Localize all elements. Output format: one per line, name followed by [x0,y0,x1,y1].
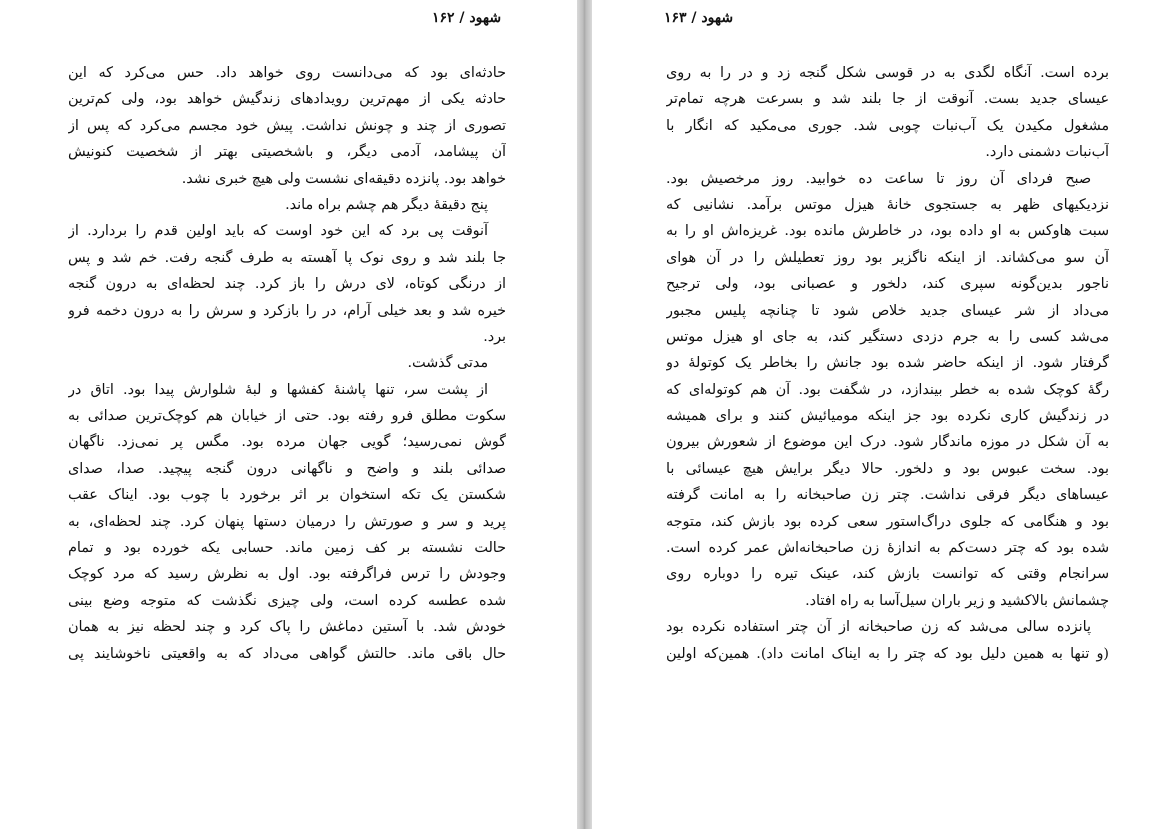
text-line: حال باقی ماند. حالتش گواهی می‌داد که به واقعیتی ناخوشایند پی [68,645,506,662]
page-body [666,60,1109,667]
page-header: شهود / ۱۶۳ [664,10,734,26]
text-line: ناجور بدین‌گونه سپری کند، دلخور و عصبانی بود، ولی ترجیح [666,276,1109,293]
text-line: برده است. آنگاه لگدی به در قوسی شکل گنجه زد و در را به روی [666,65,1109,81]
text-line: مشغول مکیدن یک آب‌نبات چوبی شد. جوری می‌مکید که انگار با [666,117,1109,134]
text-line: سبت هاوکس به او داده بود، در خاطرش مانده بود. غریزه‌اش او را به [666,223,1109,240]
text-line: بود. سخت عبوس بود و دلخور. حالا دیگر برایش هیچ عیسائی با [666,460,1109,477]
text-line: شده عطسه کرده است، ولی چیزی نگذشت که متوجه وضع بینی [68,592,506,609]
text-line: برد. [483,328,506,345]
text-line: در زندگیش کاری نکرده بود جز اینکه مومیائیش کنند و برای همیشه [666,408,1109,425]
text-line: شکستن یک تکه استخوان بر اثر برخورد با چوب بود. ایناک عقب [68,487,506,504]
text-line: آن سو می‌کشاند. از اینکه ناگزیر بود روز تعطیلش را در آن هوای [666,249,1109,266]
text-line: خیره شد و بعد خیلی آرام، در را بازکرد و سرش را به درون دخمه فرو [68,302,506,319]
text-line: خودش شد. با آستین دماغش را پاک کرد و چند لحظه نیز به همان [68,619,506,636]
text-line: عیسای جدید بست. آنوقت از جا بلند شد و بسرعت هرچه تمام‌تر [666,91,1109,108]
text-line: سرانجام وقتی که توانست بازش کند، عینک تیره را دوباره روی [666,566,1109,583]
text-line: آن پیشامد، آدمی دیگر، و با‌شخصیتی بهتر از شخصیت کنونیش [68,144,506,161]
text-line: گوش نمی‌رسید؛ گویی جهان مرده بود. مگس پر نمی‌زد. ناگهان [68,434,506,451]
text-line: چشمانش بالاکشید و زیر باران سیل‌آسا به راه افتاد. [805,592,1109,609]
text-line: به آن شکل در موزه ماندگار شود. درک این موضوع از شعورش بیرون [666,434,1109,451]
text-line: می‌داد از شر عیسای جدید خلاص شود تا چنانچه پلیس مجبور [666,302,1109,319]
text-line: مدتی گذشت. [407,355,488,372]
text-line: صدائی بلند و واضح و ناگهانی درون گنجه پیچید. صدا، صدای [68,460,506,477]
page-body [68,60,506,667]
text-line: عیساهای دیگر فرقی نداشت. چتر زن صاحبخانه را به امانت گرفته [666,487,1109,504]
text-line: پنج دقیقهٔ دیگر هم چشم براه ماند. [285,196,488,213]
text-line: گرفتار شود. از اینکه حاضر شده بود جانش را بخاطر یک کوتولهٔ دو [666,355,1109,372]
text-line: (و تنها به همین دلیل بود که چتر را به ایناک امانت داد). همین‌که اولین [666,645,1109,662]
text-line: از پشت سر، تنها پاشنهٔ کفشها و لبهٔ شلوارش پیدا بود. اتاق در [68,381,488,398]
text-line: از درنگی کوتاه، لای درش را باز کرد. چند لحظه‌ای به درون گنجه [68,276,506,293]
text-line: آب‌نبات دشمنی دارد. [985,144,1109,161]
text-line: سکوت مطلق فرو رفته بود. حتی از خیابان هم کوچک‌ترین صدائی به [68,408,506,425]
text-line: حادثه‌ای بود که می‌دانست روی خواهد داد. حس می‌کرد که این [68,65,506,81]
text-line: پرید و سر و صورتش را درمیان دستها پنهان کرد. چند لحظه‌ای، به [68,513,506,530]
text-line: وجودش را ترس فراگرفته بود. اول به نظرش رسید که مرد کوچک [68,566,506,583]
text-line: رگهٔ کوچک شده به خطر بیندازد، در شگفت بود. آن هم کوتوله‌ای که [666,381,1109,398]
left-page [55,0,577,829]
text-line: حالت نشسته بر کف زمین ماند. حسابی یکه خورده بود و تمام [68,540,506,557]
page-header: ۱۶۲ / شهود [432,10,502,26]
text-line: صبح فردای آن روز تا ساعت ده خوابید. روز مرخصیش بود. [666,170,1091,187]
text-line: شده بود که چتر دست‌کم به اندازهٔ زن صاحبخانه‌اش عمر کرده است. [666,540,1109,557]
left-margin [0,0,55,829]
text-line: تصوری از چند و چونش نداشت. پیش خود مجسم می‌کرد که پس از [68,117,506,134]
text-line: خواهد بود. پانزده دقیقه‌ای نشست ولی هیچ خبری نشد. [181,170,506,187]
right-page [592,0,1167,829]
text-line: پانزده سالی می‌شد که زن صاحبخانه از آن چتر استفاده نکرده بود [666,619,1091,636]
text-line: حادثه یکی از مهم‌ترین رویدادهای زندگیش خواهد بود، ولی کم‌ترین [68,91,506,108]
text-line: نزدیکیهای ظهر به جستجوی خانهٔ هیزل موتس برآمد. نشانیی که [666,196,1109,213]
text-line: آنوقت پی برد که این خود اوست که باید اولین قدم را بردارد. از [68,223,488,240]
text-line: می‌شد کسی را به جرم دزدی دستگیر کند، به جای او هیزل موتس [666,328,1109,345]
book-gutter [577,0,592,829]
text-line: جا بلند شد و روی نوک پا آهسته به طرف گنجه رفت. خم شد و پس [68,249,506,266]
text-line: بود و هنگامی که جلوی دراگ‌استور سعی کرده بود بازش کند، متوجه [666,513,1109,530]
